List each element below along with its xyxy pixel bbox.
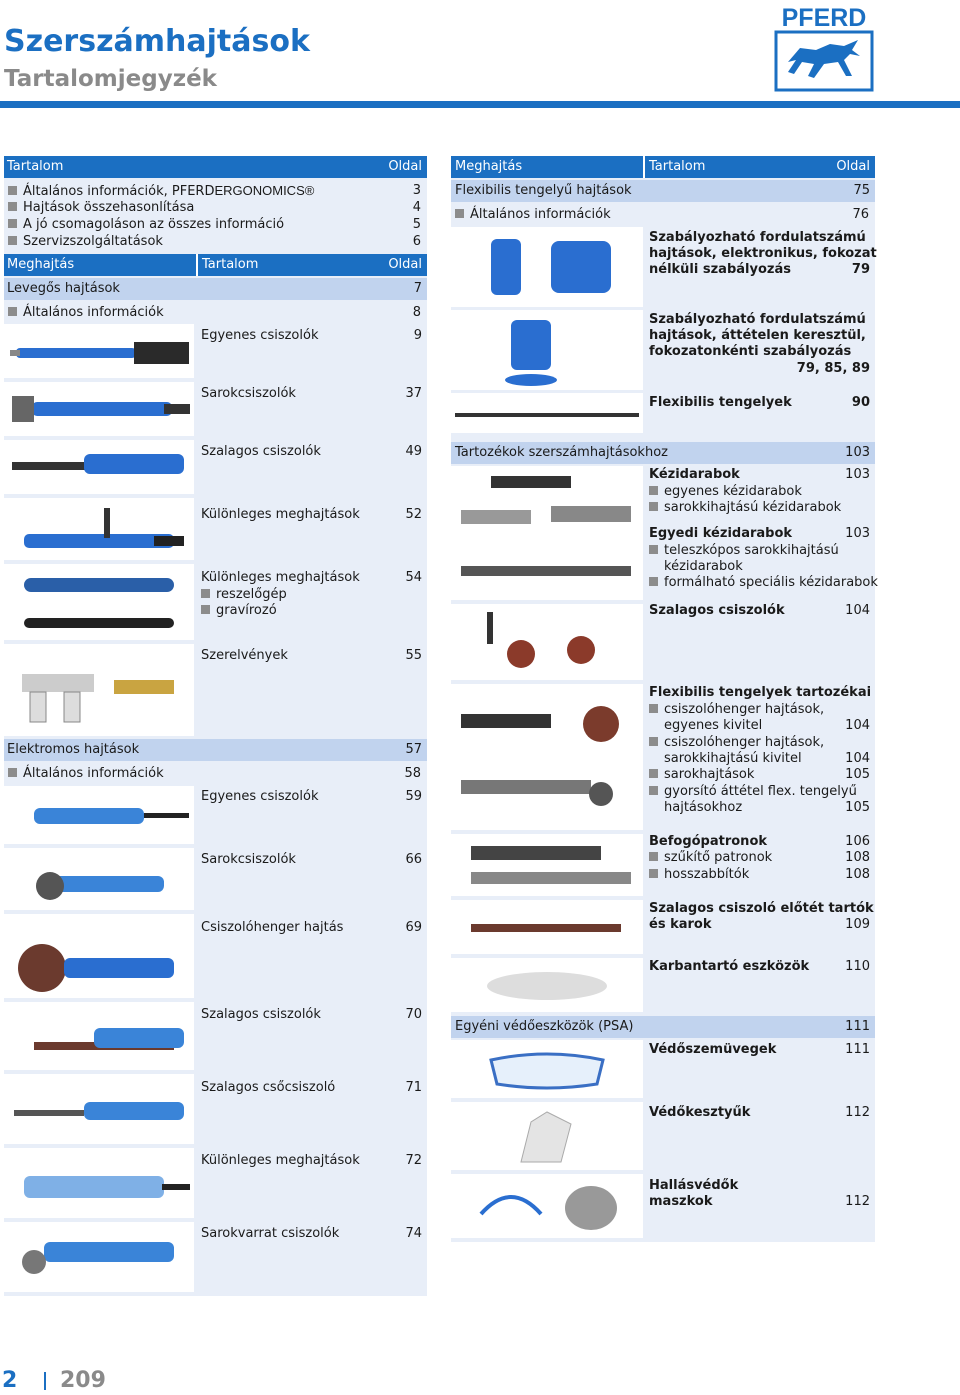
toc-label: Szalagos csiszolók (201, 1007, 321, 1022)
toc-label: Szerelvények (201, 648, 288, 663)
toc-page: 52 (405, 507, 422, 522)
toc-label: Általános információk (23, 305, 164, 320)
toc-page: 3 (412, 183, 421, 198)
toc-label: Szalagos csiszolók (649, 603, 785, 618)
toc-page: 108 (845, 867, 870, 882)
toc-label: hajtások, elektronikus, fokozat (649, 246, 877, 261)
toc-page: 90 (851, 395, 870, 410)
toc-label: hajtások, áttételen keresztül, (649, 328, 866, 343)
toc-row (8, 304, 423, 322)
page-title: Szerszámhajtások (4, 24, 310, 59)
toc-row (455, 206, 871, 224)
toc-page: 37 (405, 386, 422, 401)
toc-sub-label: sarokhajtások (664, 767, 755, 782)
toc-label: nélküli szabályozás (649, 262, 791, 277)
tube-belt-grinder-image (4, 1074, 194, 1144)
belt-attachments-image (451, 604, 643, 680)
toc-label: Sarokvarrat csiszolók (201, 1226, 340, 1241)
toc-page: 106 (845, 834, 870, 849)
bullet-icon (8, 236, 17, 245)
toc-page: 71 (405, 1080, 422, 1095)
safety-glasses-image (451, 1040, 643, 1098)
fillet-weld-grinder-image (4, 1222, 194, 1292)
col-page-label: Oldal (836, 159, 870, 174)
toc-page: 105 (845, 800, 870, 815)
toc-sub-label: reszelőgép (216, 587, 287, 602)
section-page: 7 (413, 281, 422, 296)
bullet-icon (649, 869, 658, 878)
toc-sub-label: csiszolóhenger hajtások, (664, 702, 825, 717)
toc-row (8, 233, 423, 250)
bullet-icon (649, 786, 658, 795)
bullet-icon (201, 605, 210, 614)
toc-sub-label: csiszolóhenger hajtások, (664, 735, 825, 750)
section-title: Elektromos hajtások (7, 742, 140, 757)
right-header-bar (451, 156, 875, 178)
toc-label: Csiszolóhenger hajtás (201, 920, 344, 935)
toc-label: Egyedi kézidarabok (649, 526, 793, 541)
toc-label: Flexibilis tengelyek tartozékai (649, 685, 872, 700)
toc-sub (201, 587, 287, 602)
straight-grinder-image (4, 324, 194, 378)
toc-page: 104 (845, 718, 870, 733)
toc-page: 66 (405, 852, 422, 867)
toc-label: Karbantartó eszközök (649, 959, 810, 974)
bullet-icon (8, 219, 17, 228)
toc-sub-label: gravírozó (216, 603, 277, 618)
toc-page: 4 (412, 200, 421, 215)
svg-text:PFERD: PFERD (781, 4, 867, 32)
bullet-icon (8, 186, 17, 195)
cylinder-drive-image (4, 914, 194, 998)
toc-label: Befogópatronok (649, 834, 768, 849)
toc-page: 72 (405, 1153, 422, 1168)
toc-label: A jó csomagoláson az összes információ (23, 217, 285, 232)
col-page-label: Oldal (388, 159, 422, 174)
toc-sub-label: kézidarabok (664, 559, 743, 574)
pferd-logo (772, 4, 876, 92)
handpieces-image (451, 466, 643, 600)
section-pneumatic (4, 278, 427, 300)
chapter-number: 2 (2, 1368, 18, 1393)
toc-label: Flexibilis tengelyek (649, 395, 792, 410)
angle-grinder-image (4, 382, 194, 436)
bullet-icon (649, 704, 658, 713)
page-number: 209 (60, 1368, 106, 1393)
flex-drive-gear-image (451, 310, 643, 390)
section-page: 111 (845, 1019, 870, 1034)
bullet-icon (649, 769, 658, 778)
toc-label: Szabályozható fordulatszámú (649, 230, 866, 245)
hearing-protection-image (451, 1174, 643, 1238)
toc-sub-label: egyenes kézidarabok (664, 484, 802, 499)
toc-page: 8 (412, 305, 421, 320)
header-rule (0, 101, 960, 108)
protective-gloves-image (451, 1102, 643, 1170)
toc-sub-label: formálható speciális kézidarabok (664, 575, 878, 590)
section-page: 57 (405, 742, 422, 757)
toc-label: Sarokcsiszolók (201, 852, 296, 867)
flex-shaft-accessories-image (451, 684, 643, 830)
toc-page: 76 (852, 207, 869, 222)
toc-page: 112 (845, 1105, 870, 1120)
toc-page: 6 (412, 234, 421, 249)
left-header-bar (4, 156, 427, 178)
special-drive-image (4, 498, 194, 560)
toc-sub (201, 603, 277, 618)
section-electric (4, 739, 427, 761)
bullet-icon (649, 545, 658, 554)
maintenance-tools-image (451, 958, 643, 1012)
section-title: Egyéni védőeszközök (PSA) (455, 1019, 634, 1034)
toc-sub-label: hajtásokhoz (664, 800, 743, 815)
toc-sub-label: egyenes kivitel (664, 718, 763, 733)
col-contents-label: Tartalom (202, 257, 259, 272)
fittings-image (4, 644, 194, 736)
electric-belt-grinder-image (4, 1002, 194, 1070)
toc-label: Hajtások összehasonlítása (23, 200, 195, 215)
general-list (8, 182, 423, 250)
bullet-icon (649, 737, 658, 746)
toc-row (8, 216, 423, 233)
toc-label: Egyenes csiszolók (201, 328, 319, 343)
section-flexible-shaft (451, 180, 875, 202)
flex-drive-electronic-image (451, 227, 643, 307)
toc-label: Védőszemüvegek (649, 1042, 777, 1057)
toc-page: 55 (405, 648, 422, 663)
col-page-label: Oldal (388, 257, 422, 272)
bullet-icon (649, 852, 658, 861)
toc-label: maszkok (649, 1194, 713, 1209)
toc-page: 103 (845, 467, 870, 482)
toc-page: 69 (405, 920, 422, 935)
ergonomics-label: ERGONOMICS® (214, 183, 315, 198)
toc-label: Kézidarabok (649, 467, 740, 482)
col-divider (643, 156, 645, 178)
toc-sub-label: sarokkihajtású kivitel (664, 751, 802, 766)
toc-label: Védőkesztyűk (649, 1105, 751, 1120)
electric-special-drive-image (4, 1148, 194, 1218)
toc-page: 103 (845, 526, 870, 541)
toc-row (8, 765, 423, 783)
electric-angle-grinder-image (4, 848, 194, 910)
bullet-icon (201, 589, 210, 598)
section-title: Flexibilis tengelyű hajtások (455, 183, 632, 198)
belt-grinder-image (4, 440, 194, 494)
toc-page: 58 (404, 766, 421, 781)
section-psa (451, 1016, 875, 1038)
toc-label: Hallásvédők (649, 1178, 739, 1193)
col-contents-label: Tartalom (649, 159, 706, 174)
toc-page: 112 (845, 1194, 870, 1209)
toc-sub-label: sarokkihajtású kézidarabok (664, 500, 842, 515)
toc-label: és karok (649, 917, 712, 932)
toc-label: fokozatonkénti szabályozás (649, 344, 852, 359)
bullet-icon (649, 486, 658, 495)
collets-image (451, 834, 643, 896)
col-drive-label: Meghajtás (455, 159, 523, 174)
page-subtitle: Tartalomjegyzék (4, 66, 217, 92)
toc-sub-label: szűkítő patronok (664, 850, 773, 865)
toc-sub-label: gyorsító áttétel flex. tengelyű (664, 784, 857, 799)
toc-page: 104 (845, 751, 870, 766)
toc-page: 111 (845, 1042, 870, 1057)
toc-sub-label: hosszabbítók (664, 867, 750, 882)
section-accessories (451, 442, 875, 464)
section-title: Tartozékok szerszámhajtásokhoz (455, 445, 668, 460)
toc-label: Különleges meghajtások (201, 570, 360, 585)
toc-page: 110 (845, 959, 870, 974)
bullet-icon (649, 502, 658, 511)
bullet-icon (8, 768, 17, 777)
toc-label: Szalagos csőcsiszoló (201, 1080, 336, 1095)
toc-page: 108 (845, 850, 870, 865)
toc-page: 70 (405, 1007, 422, 1022)
bullet-icon (649, 577, 658, 586)
toc-page: 5 (412, 217, 421, 232)
toc-label: Szervizszolgáltatások (23, 234, 163, 249)
toc-sub-label: teleszkópos sarokkihajtású (664, 543, 839, 558)
toc-label: Különleges meghajtások (201, 1153, 360, 1168)
toc-label: Szalagos csiszolók (201, 444, 321, 459)
bullet-icon (455, 209, 464, 218)
file-grinder-image (4, 564, 194, 640)
bullet-icon (8, 307, 17, 316)
left-header-bar-2 (4, 254, 427, 276)
toc-row (8, 199, 423, 216)
belt-holder-image (451, 900, 643, 954)
toc-page: 79 (851, 262, 870, 277)
toc-label: Általános információk (23, 766, 164, 781)
toc-label: Általános információk (470, 207, 611, 222)
section-page: 75 (853, 183, 870, 198)
toc-page: 54 (405, 570, 422, 585)
toc-label: Általános információk, PFERD (23, 184, 215, 199)
toc-page: 79, 85, 89 (796, 361, 870, 376)
col-drive-label: Meghajtás (7, 257, 75, 272)
toc-row (8, 182, 423, 199)
flexible-shaft-image (451, 393, 643, 433)
toc-page: 49 (405, 444, 422, 459)
col-contents-label: Tartalom (7, 159, 64, 174)
section-page: 103 (845, 445, 870, 460)
toc-page: 59 (405, 789, 422, 804)
toc-label: Egyenes csiszolók (201, 789, 319, 804)
footer-divider (44, 1372, 46, 1390)
toc-page: 105 (845, 767, 870, 782)
bullet-icon (8, 202, 17, 211)
section-title: Levegős hajtások (7, 281, 120, 296)
toc-page: 74 (405, 1226, 422, 1241)
toc-label: Különleges meghajtások (201, 507, 360, 522)
col-divider (196, 254, 198, 276)
toc-label: Szabályozható fordulatszámú (649, 312, 866, 327)
electric-straight-grinder-image (4, 786, 194, 844)
toc-label: Sarokcsiszolók (201, 386, 296, 401)
toc-label: Szalagos csiszoló előtét tartók (649, 901, 874, 916)
toc-page: 104 (845, 603, 870, 618)
toc-page: 109 (845, 917, 870, 932)
toc-page: 9 (413, 328, 422, 343)
